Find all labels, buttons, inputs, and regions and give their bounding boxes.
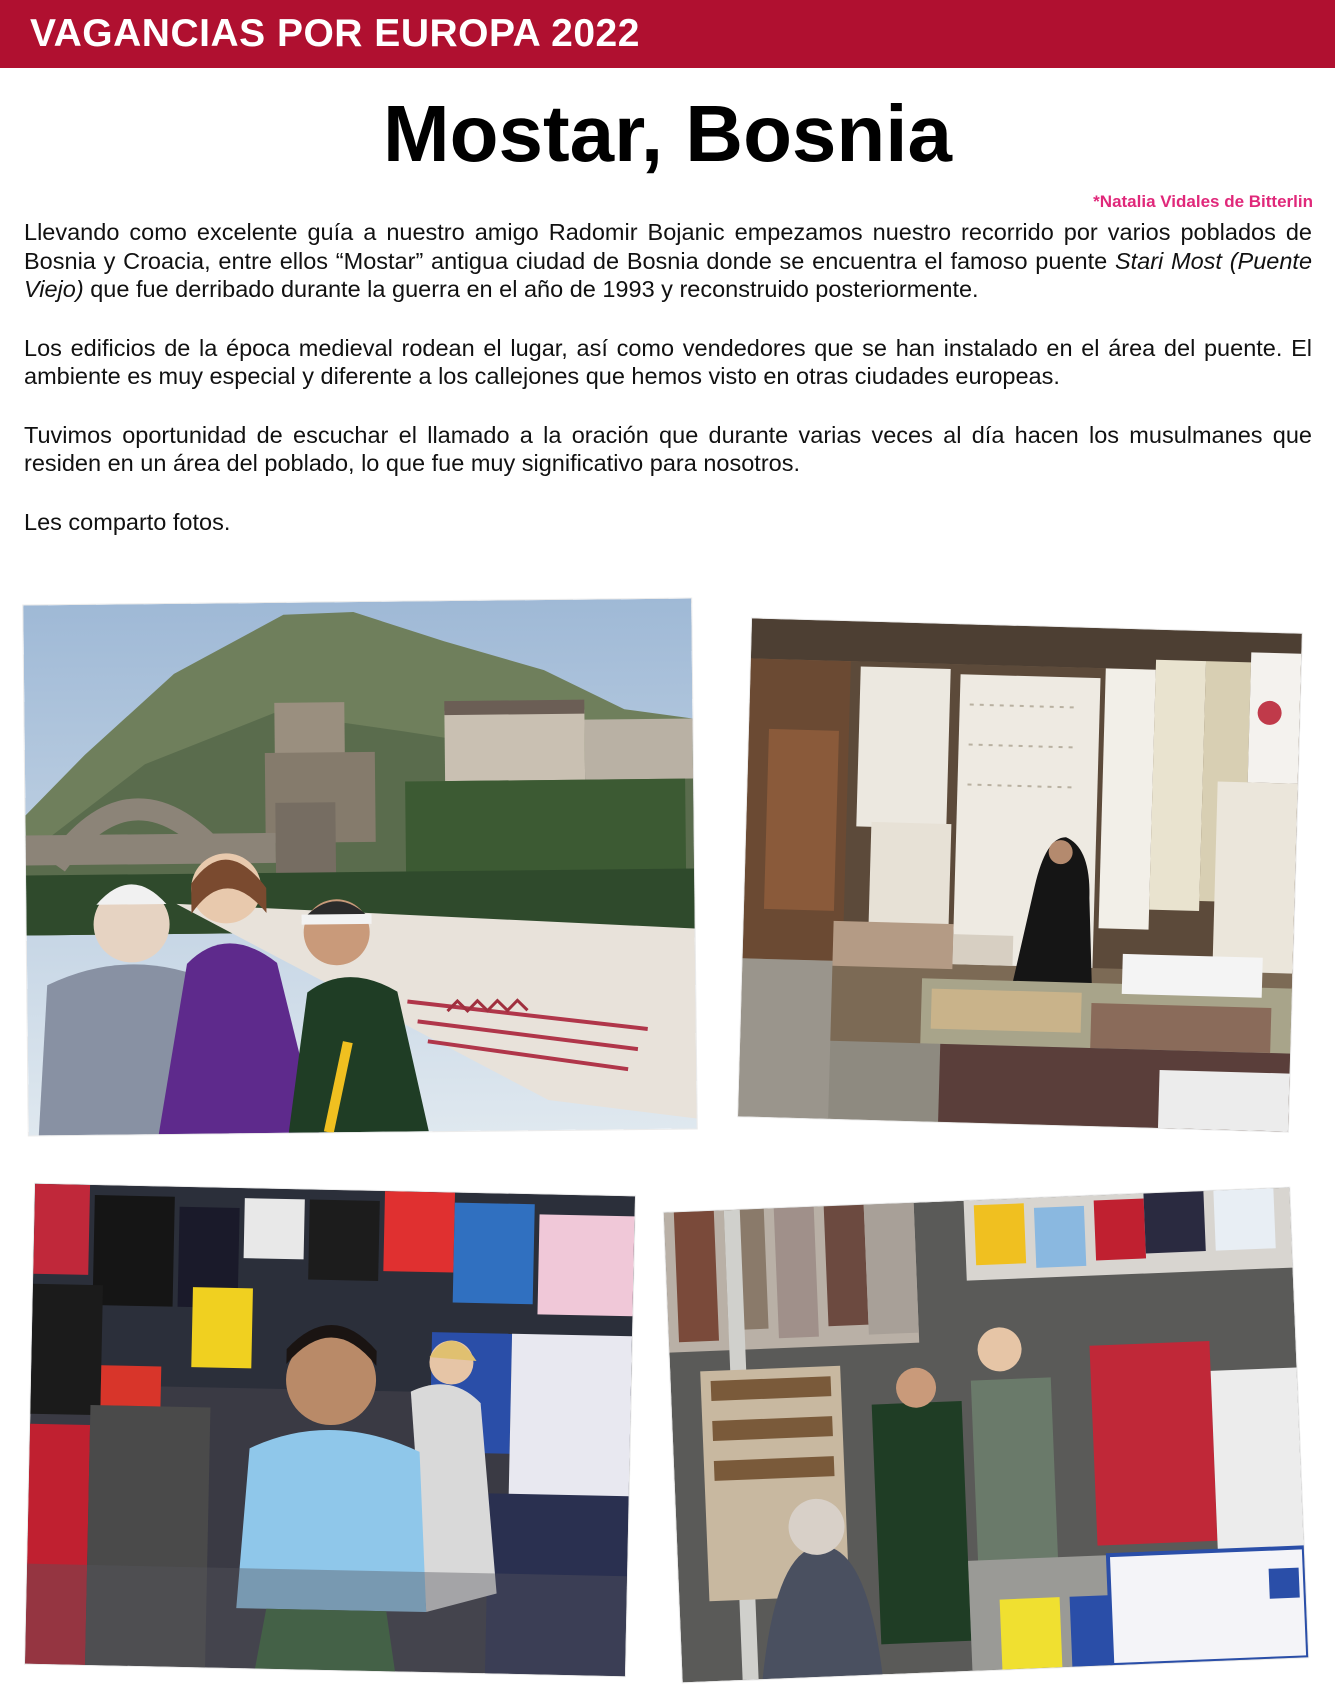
jersey-shop-photo — [25, 1184, 635, 1676]
paragraph-3: Tuvimos oportunidad de escuchar el llamado a la oración que durante varias veces al día hacen los musulmanes que residen en un área del poblado, lo que fue muy significativo para nosotros. — [24, 421, 1312, 476]
textile-stall-photo-icon — [738, 618, 1302, 1131]
author-byline: *Natalia Vidales de Bitterlin — [1093, 192, 1313, 211]
paragraph-1-text-end: que fue derribado durante la guerra en el año de 1993 y reconstruido posteriormente. — [83, 276, 979, 302]
page-title: Mostar, Bosnia — [382, 89, 953, 178]
rooms-sign-photo-icon — [664, 1188, 1308, 1683]
paragraph-2: Los edificios de la época medieval rodean el lugar, así como vendedores que se han instalado en el área del puente. El ambiente es muy especial y diferente a los callejones que hemos visto en otras ciudades europeas. — [24, 334, 1312, 389]
rooms-sign-photo — [664, 1188, 1308, 1683]
bridge-photo-icon — [23, 599, 697, 1136]
bridge-photo — [23, 599, 697, 1136]
header-bar — [0, 0, 1335, 68]
paragraph-1 — [24, 218, 1312, 304]
section-title: VAGANCIAS POR EUROPA 2022 — [30, 12, 640, 55]
article-body — [24, 218, 1312, 566]
paragraph-1-text: Llevando como excelente guía a nuestro amigo Radomir Bojanic empezamos nuestro recorrido por varios poblados de Bosnia y Croacia, entre ellos “Mostar” antigua ciudad de Bosnia donde se encuentra el famoso puente — [24, 219, 1312, 274]
jersey-shop-photo-icon — [25, 1184, 635, 1676]
paragraph-4: Les comparto fotos. — [24, 508, 231, 535]
textile-stall-photo — [738, 618, 1302, 1131]
bridge-name: Stari Most (Puente Viejo) — [24, 247, 1313, 302]
